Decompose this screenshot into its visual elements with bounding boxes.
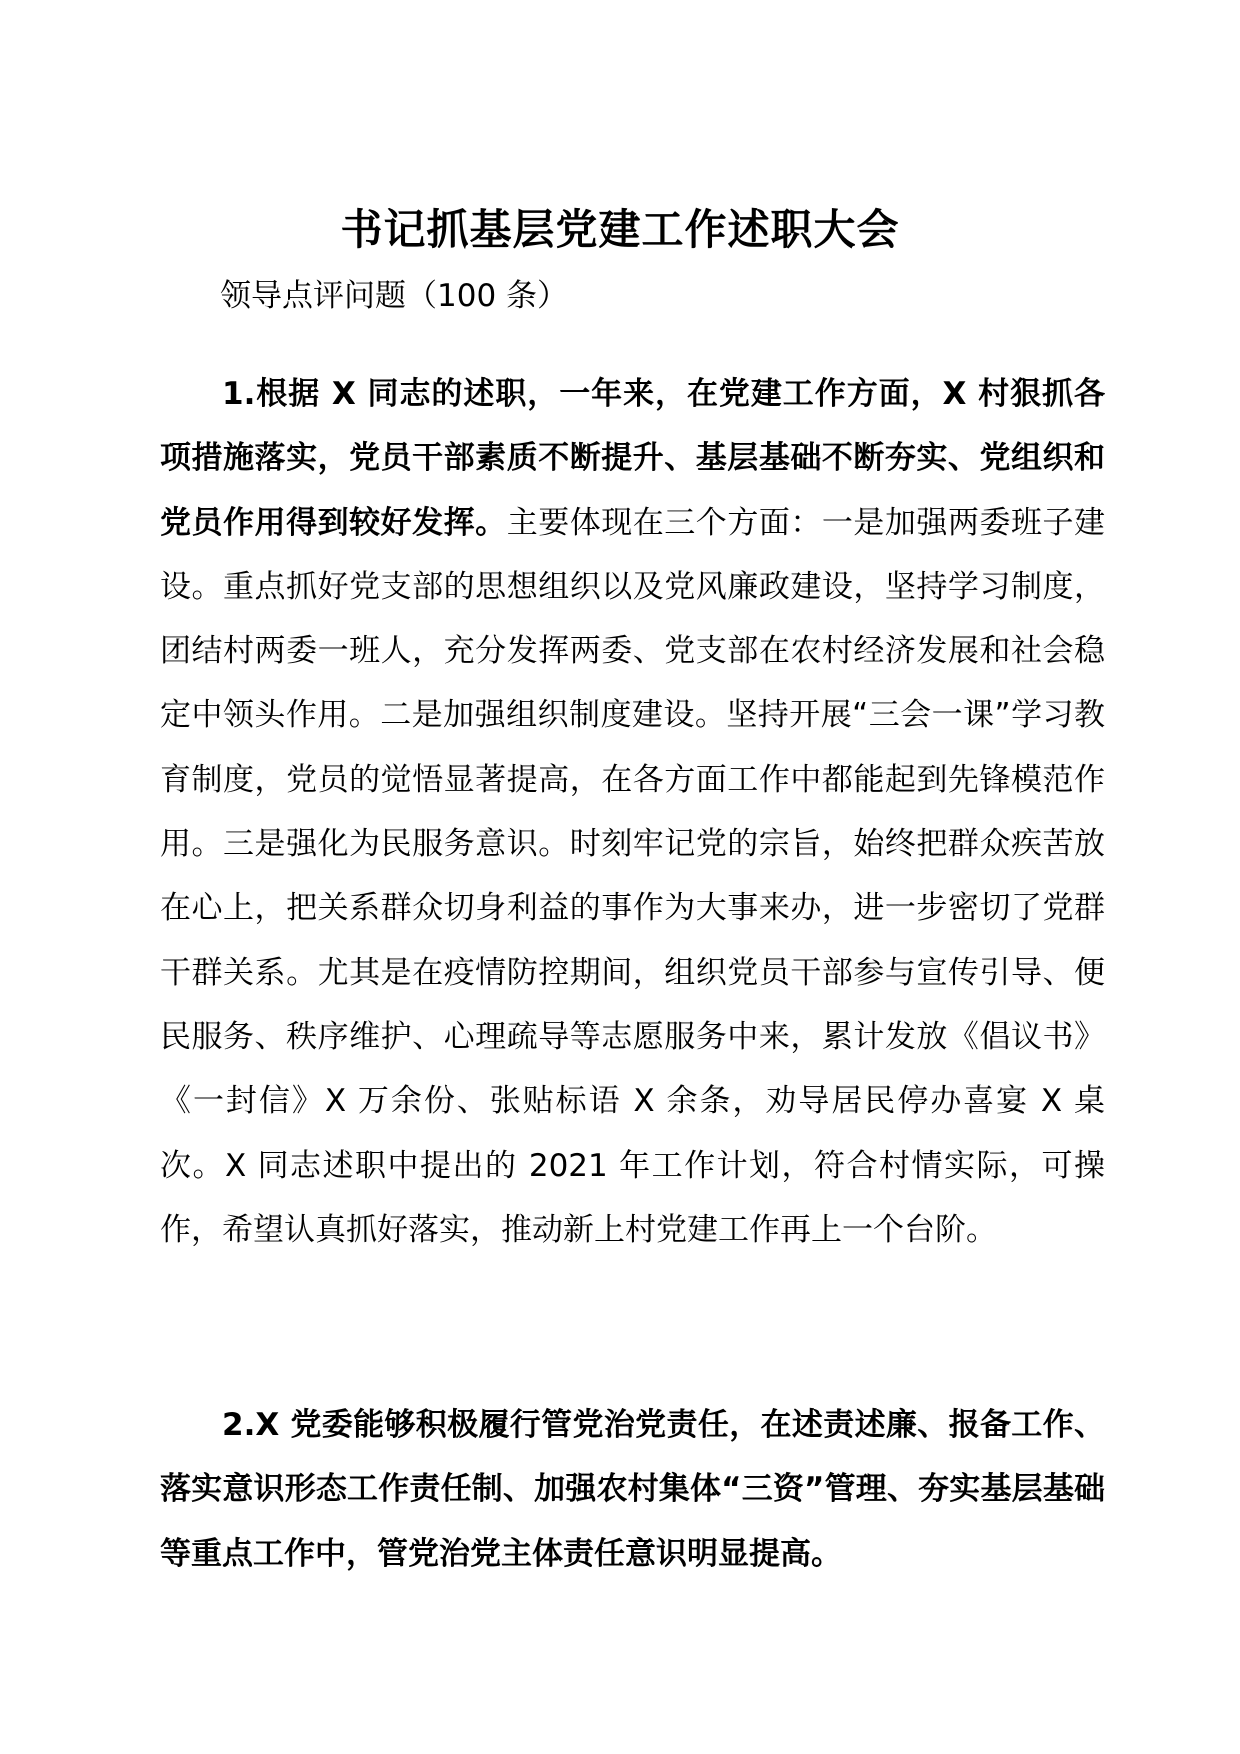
paragraph-1-bold-lead: 1.根据 X 同志的述职，一年来，在党建工作方面，X 村狠抓各项措施落实，党员干部素质不断提升、基层基础不断夯实、党组织和党员作用得到较好发挥。 bbox=[160, 376, 1105, 541]
paragraph-2 bbox=[160, 1393, 1105, 1586]
page-title: 书记抓基层党建工作述职大会 bbox=[340, 205, 900, 254]
paragraph-2-bold-lead: 2.X 党委能够积极履行管党治党责任，在述责述廉、报备工作、落实意识形态工作责任制、加强农村集体“三资”管理、夯实基层基础等重点工作中，管党治党主体责任意识明显提高。 bbox=[160, 1407, 1105, 1572]
page-subtitle: 领导点评问题（100 条） bbox=[220, 278, 569, 314]
paragraph-1 bbox=[160, 362, 1105, 1262]
paragraph-1-body: 主要体现在三个方面：一是加强两委班子建设。重点抓好党支部的思想组织以及党风廉政建设，坚持学习制度，团结村两委一班人，充分发挥两委、党支部在农村经济发展和社会稳定中领头作用。二是加强组织制度建设。坚持开展“三会一课”学习教育制度，党员的觉悟显著提高，在各方面工作中都能起到先锋模范作用。三是强化为民服务意识。时刻牢记党的宗旨，始终把群众疾苦放在心上，把关系群众切身利益的事作为大事来办，进一步密切了党群干群关系。尤其是在疫情防控期间，组织党员干部参与宣传引导、便民服务、秩序维护、心理疏导等志愿服务中来，累计发放《倡议书》《一封信》X 万余份、张贴标语 X 余条，劝导居民停办喜宴 X 桌次。X 同志述职中提出的 2021 年工作计划，符合村情实际，可操作，希望认真抓好落实，推动新上村党建工作再上一个台阶。 bbox=[160, 504, 1106, 1248]
